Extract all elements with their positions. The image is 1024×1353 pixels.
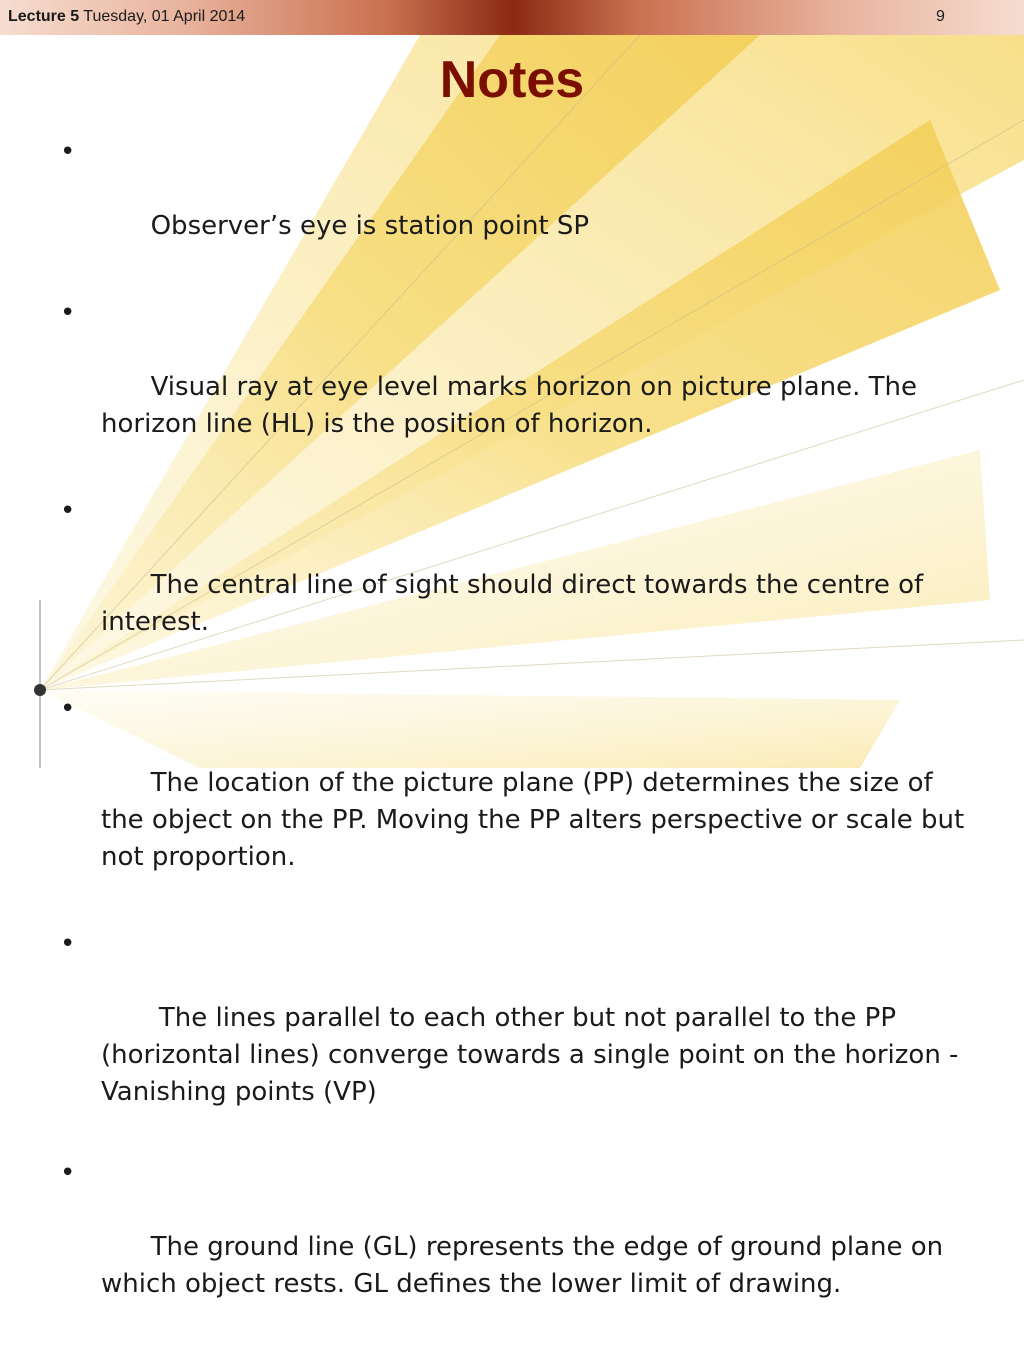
lecture-label: Lecture 5 xyxy=(8,8,80,25)
lecture-date: Tuesday, 01 April 2014 xyxy=(83,8,246,25)
bullet-text: The central line of sight should direct towards the centre of interest. xyxy=(101,570,932,637)
bullet-dot: • xyxy=(60,929,76,959)
bullet-dot: • xyxy=(60,694,76,724)
bullet-item xyxy=(60,295,980,480)
slide-number: 9 xyxy=(936,8,945,25)
header-bar xyxy=(0,0,1024,35)
header-info xyxy=(8,8,245,26)
bullet-dot: • xyxy=(60,137,76,167)
bullet-item xyxy=(60,926,980,1148)
slide-title: Notes xyxy=(439,51,585,109)
bullet-item xyxy=(60,134,980,282)
bullet-list xyxy=(60,134,980,1353)
bullet-item xyxy=(60,493,980,678)
bullet-dot: • xyxy=(60,496,76,526)
bullet-dot: • xyxy=(60,298,76,328)
bullet-item xyxy=(60,691,980,913)
bullet-text: Visual ray at eye level marks horizon on picture plane. The horizon line (HL) is the position of horizon. xyxy=(101,372,926,439)
bullet-text: The location of the picture plane (PP) determines the size of the object on the PP. Moving the PP alters perspective or scale but not proportion. xyxy=(101,768,973,872)
bullet-dot: • xyxy=(60,1158,76,1188)
bullet-text: Observer’s eye is station point SP xyxy=(150,211,590,241)
bullet-item xyxy=(60,1155,980,1340)
station-point-dot xyxy=(34,684,46,696)
bullet-text: The lines parallel to each other but not parallel to the PP (horizontal lines) converge towards a single point on the horizon - Vanishing points (VP) xyxy=(101,1003,967,1107)
bullet-text: The ground line (GL) represents the edge of ground plane on which object rests. GL defines the lower limit of drawing. xyxy=(101,1232,952,1299)
